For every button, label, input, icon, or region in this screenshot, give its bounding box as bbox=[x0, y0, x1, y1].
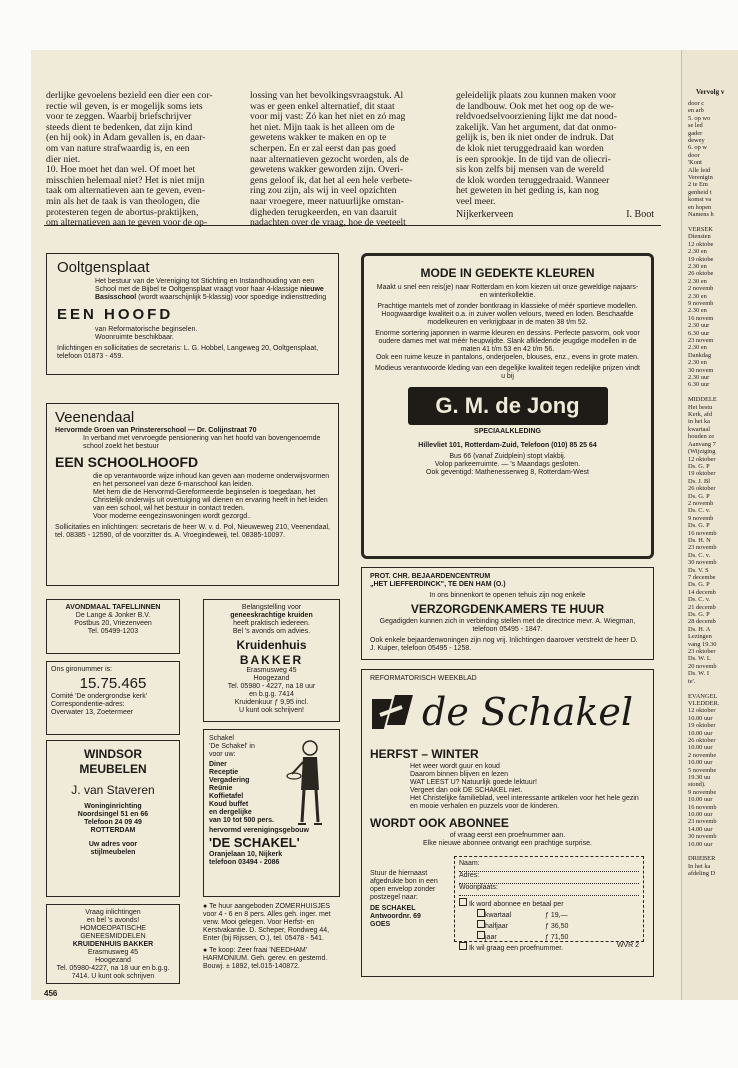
ad-tafellinnen bbox=[46, 599, 180, 654]
article-column-1 bbox=[46, 91, 242, 229]
ad-line: geneeskrachtige kruiden bbox=[230, 612, 313, 619]
ad-line: De Lange & Jonker B.V. bbox=[75, 612, 151, 619]
ad-line: Erasmusweg 45 bbox=[87, 949, 139, 956]
bleed-line: 30 novemb bbox=[688, 559, 717, 567]
ad-school: Hervormde Groen van Prinstererschool — Dr. Colijnstraat 70 bbox=[55, 427, 257, 434]
ad-title: VERZORGDENKAMERS TE HUUR bbox=[410, 602, 605, 616]
article-line: het geweten in het geding is, kan nog bbox=[456, 186, 599, 197]
bleed-line: 16 novemb bbox=[688, 529, 717, 537]
ad-line: Telefoon 24 09 49 bbox=[84, 819, 142, 826]
bleed-line: 2.30 en bbox=[688, 359, 707, 367]
checkbox[interactable] bbox=[459, 942, 467, 950]
ad-line: Erasmusweg 45 bbox=[246, 667, 297, 674]
coupon-form bbox=[454, 856, 644, 952]
article-line: gewetens wakker te maken en op te bbox=[250, 133, 387, 144]
bleed-line: 23 oktober bbox=[688, 648, 716, 656]
coupon-instructions bbox=[370, 870, 448, 929]
ad-sub: In verband met vervroegde pensionering van het hoofd van bovengenoemde school zoekt het bestuur bbox=[83, 435, 321, 450]
ad-line: WAT LEEST U? Natuurlijk goede lektuur! bbox=[410, 779, 537, 786]
ad-veenendaal bbox=[46, 403, 339, 586]
ad-line: Vergeet dan ook DE SCHAKEL niet. bbox=[410, 787, 523, 794]
bleed-line: Lezingen bbox=[688, 633, 712, 641]
article-author: I. Boot bbox=[626, 209, 654, 220]
bleed-line: DRIEBER bbox=[688, 855, 716, 863]
article-line: nadachten over de vraag, hoe de veeteelt bbox=[250, 218, 406, 229]
bleed-line: 10.00 uur bbox=[688, 744, 713, 752]
schakel-logo-text: de Schakel bbox=[422, 690, 634, 734]
option-label: kwartaal bbox=[485, 912, 512, 919]
article-line: was er geen enkel alternatief, dit staat bbox=[250, 101, 395, 112]
bleed-line: Dankdag bbox=[688, 351, 712, 359]
coupon-address: GOES bbox=[370, 921, 391, 928]
ad-name: BAKKER bbox=[239, 653, 304, 667]
article-column-3 bbox=[456, 91, 654, 208]
article-line: de klok worden teruggedraaid. Wanneer bbox=[456, 175, 610, 186]
bleed-line: Verenigin bbox=[688, 174, 713, 182]
article-line: steeds dient te bedenken, dat zijn kind bbox=[46, 122, 193, 133]
ad-line: heeft praktisch iedereen. bbox=[233, 620, 310, 627]
ad-heading: Veenendaal bbox=[55, 409, 135, 426]
ad-title: WINDSOR MEUBELEN bbox=[79, 747, 147, 776]
bleed-line: 26 oktober bbox=[688, 485, 716, 493]
bleed-line: 2.30 en bbox=[688, 262, 707, 270]
ad-paragraph: Enorme sortering japonnen in warme kleuren en dessins. Perfecte pasvorm, ook voor oudere dames met wat méér heupwijdte. Slank afkledende jeugdige modellen in de maten 41 t/m 53 en 42 t/m 56. bbox=[375, 330, 640, 353]
ad-item: Koffietafel bbox=[209, 793, 244, 800]
article-line: de klok niet teruggedraaid kan worden bbox=[456, 143, 604, 154]
bleed-line: 7 decembe bbox=[688, 574, 716, 581]
ad-line: Noordsingel 51 en 66 bbox=[77, 811, 149, 818]
article-line: sis kon zelfs bij mensen van de wereld bbox=[456, 165, 604, 176]
bleed-line bbox=[688, 219, 738, 226]
bleed-line: 12 oktober bbox=[688, 707, 716, 715]
article-line: (en hij ook) in Adam gevallen is, en daar- bbox=[46, 133, 206, 144]
bleed-line: 14 decemb bbox=[688, 588, 716, 596]
article-line: protesteren tegen de abortus-praktijken, bbox=[46, 207, 199, 218]
bleed-line: 12 oktober bbox=[688, 455, 716, 463]
ad-address: Hillevliet 101, Rotterdam-Zuid, Telefoon (010) 85 25 64 bbox=[418, 442, 597, 449]
ad-line: voor uw: bbox=[209, 751, 236, 758]
bleed-line: 6. op w bbox=[688, 144, 707, 152]
ad-heading: Ooltgensplaat bbox=[57, 259, 150, 276]
city-field[interactable]: Woonplaats: bbox=[459, 884, 639, 896]
bleed-line: Het bestu bbox=[688, 403, 713, 411]
bleed-line: 26 oktobe bbox=[688, 270, 714, 278]
bleed-line: 21 decemb bbox=[688, 603, 716, 611]
subscription-option bbox=[459, 931, 639, 942]
article-line: reldvoedselvoorziening lijkt me dat nood- bbox=[456, 112, 617, 123]
ad-item: Reünie bbox=[209, 785, 233, 792]
ad-line: hervormd verenigingsgebouw bbox=[209, 827, 309, 834]
bleed-line: dewey bbox=[688, 137, 705, 145]
bleed-line: 10.00 uur bbox=[688, 714, 713, 722]
bleed-line: Ds. W. I bbox=[688, 670, 709, 678]
bleed-line: 30 novem bbox=[688, 366, 714, 374]
classifieds bbox=[203, 903, 341, 971]
article-place: Nijkerkerveen bbox=[456, 209, 514, 220]
ad-name: 'DE SCHAKEL' bbox=[209, 835, 300, 850]
ad-org: PROT. CHR. BEJAARDENCENTRUM bbox=[370, 573, 491, 580]
bleed-line: 23 novem bbox=[688, 337, 714, 344]
ad-line: Comité 'De ondergrondse kerk' bbox=[51, 693, 148, 700]
bleed-line: 9 novemb bbox=[688, 514, 714, 522]
ad-line: Volop parkeerruimte. — 's Maandags gesloten. bbox=[434, 461, 581, 468]
bleed-line: afdeling D bbox=[688, 870, 716, 878]
bleed-line: Ds. J. Bl bbox=[688, 477, 711, 485]
bullet-icon: ● bbox=[203, 947, 208, 954]
adjacent-page-edge bbox=[681, 50, 738, 1000]
ad-mode-de-jong bbox=[361, 253, 654, 559]
coupon-text: Stuur de hiernaast afgedrukte bon in een open envelop zonder postzegel naar: bbox=[370, 870, 438, 901]
ad-line: Tel. 05980-4227, na 18 uur en b.g.g. 7414. U kunt ook schrijven bbox=[56, 965, 170, 980]
bleed-line: 'Kont bbox=[688, 159, 702, 167]
article-line: de landbouw. Ook met het oog op de we- bbox=[456, 101, 614, 112]
article-line: 10. Hoe moet het dan wel. Of moet het bbox=[46, 165, 196, 176]
ad-bejaardencentrum bbox=[361, 567, 654, 660]
ad-body bbox=[410, 763, 645, 811]
ad-paragraph: Ook enkele bejaardenwoningen zijn nog vrij. Inlichtingen daarover verstrekt de heer D. J. Kuiper, telefoon 05495 - 1258. bbox=[370, 637, 638, 652]
article-line: het niet. Mijn taak is het alleen om de bbox=[250, 122, 395, 133]
article-line: ring zou zijn, als wij in veel opzichten bbox=[250, 186, 397, 197]
ad-paragraph: Prachtige mantels met of zonder bontkraag in klassieke of méér sportieve modellen. Hoogwaardige kwaliteit o.a. in zuiver wollen velours, tweed en loden. Beschaafde modelkeuren en verkrijgbaar in de maten 38 t/m 52. bbox=[377, 303, 638, 326]
ad-name: Kruidenhuis bbox=[236, 638, 307, 652]
ad-line: telefoon 03494 - 2086 bbox=[209, 859, 280, 866]
bleed-line: 2 novembe bbox=[688, 751, 717, 759]
ad-line: Postbus 20, Vriezenveen bbox=[74, 620, 152, 627]
bleed-line: genheid t bbox=[688, 188, 712, 196]
bleed-line: Ds. G. P bbox=[688, 462, 710, 470]
bleed-line: 30 novemb bbox=[688, 833, 717, 841]
bleed-line: 9 novemb bbox=[688, 299, 714, 307]
ad-contact: Sollicitaties en inlichtingen: secretaris de heer W. v. d. Pol, Nieuweweg 210, Veenendaal, tel. 08385 - 12590, of de voorzitter ds. A. Vroegindeweij, tel. 08385-10097. bbox=[55, 524, 330, 539]
option-price: ƒ 36,50 bbox=[545, 923, 569, 930]
coupon-code: WVR 2 bbox=[616, 942, 639, 949]
ad-line: Bus 66 (vanaf Zuidplein) stopt vlakbij. bbox=[449, 453, 566, 460]
ad-kruidenhuis bbox=[203, 599, 340, 722]
bleed-line bbox=[688, 848, 738, 855]
ad-paragraph: Modieus verantwoorde kleding van een degelijke kwaliteit tegen redelijke prijzen vindt u bij bbox=[375, 365, 640, 380]
bleed-line: en arb bbox=[688, 107, 704, 115]
bleed-line: 19 oktober bbox=[688, 470, 716, 478]
article-line: voor te zeggen. Waarbij briefschrijver bbox=[46, 112, 192, 123]
ad-intro: Het bestuur van de Vereniging tot Stichting en Instandhouding van een School met de Bijbel te Ooltgensplaat vraagt voor haar 4-klassige nieuwe Basisschool (wordt waarschijnlijk 5-klassig) voor spoedige indiensttreding bbox=[95, 278, 327, 301]
article-line: scherpen. En er zal eerst dan pas goed bbox=[250, 143, 396, 154]
bleed-line: 2.30 en bbox=[688, 277, 707, 285]
subscription-options bbox=[459, 909, 639, 942]
ad-line: Overwater 13, Zoetermeer bbox=[51, 709, 134, 716]
ad-line: stijlmeubelen bbox=[90, 849, 136, 856]
bleed-line: 14.00 uur bbox=[688, 825, 713, 833]
bleed-line: door bbox=[688, 151, 700, 159]
bleed-line: 19.30 uu bbox=[688, 773, 711, 781]
bleed-line: Ds. C. v. bbox=[688, 551, 711, 559]
ad-line: Tel. 05980 - 4227, na 18 uur bbox=[227, 683, 316, 690]
ad-title: MODE IN GEDEKTE KLEUREN bbox=[420, 266, 595, 280]
bleed-line: Ds. H. N bbox=[688, 536, 711, 544]
bleed-line: komst va bbox=[688, 196, 712, 204]
article-line: voor mij vast: Zó kan het niet en zó mag bbox=[250, 112, 406, 123]
bleed-line: 12 oktobe bbox=[688, 240, 714, 248]
bleed-line: en hopen bbox=[688, 203, 712, 211]
bleed-line: Ds. G. P bbox=[688, 522, 710, 530]
bleed-line: 2 te Em bbox=[688, 181, 708, 189]
ad-name: J. van Staveren bbox=[71, 783, 155, 797]
ad-line: of vraag eerst een proefnummer aan. bbox=[449, 832, 566, 839]
ad-line: Woninginrichting bbox=[84, 803, 142, 810]
ad-line: Tel. 05499-1203 bbox=[87, 628, 139, 635]
ad-paragraph: Gegadigden kunnen zich in verbinding stellen met de directrice mevr. A. Wiegman, telefoon 05495 - 1847. bbox=[379, 618, 636, 633]
ad-line: Hoogezand bbox=[95, 957, 131, 964]
article-line: om alternatieven aan te geven voor de op- bbox=[46, 218, 208, 229]
bleed-line: Ds. C. v. bbox=[688, 507, 711, 515]
bleed-line: 26 oktober bbox=[688, 736, 716, 744]
bleed-line: houden ze bbox=[688, 433, 715, 441]
ad-position: EEN HOOFD bbox=[57, 306, 174, 323]
bleed-line: Aanvang 7 bbox=[688, 440, 716, 448]
option-label: halfjaar bbox=[485, 923, 508, 930]
subscription-option: Ik word abonnee en betaal per bbox=[459, 898, 639, 909]
ad-requirements: van Reformatorische beginselen. Woonruimte beschikbaar. bbox=[95, 326, 198, 341]
bleed-line: 19 oktober bbox=[688, 722, 716, 730]
ad-item: Receptie bbox=[209, 769, 239, 776]
ad-line: Daarom binnen blijven en lezen bbox=[410, 771, 509, 778]
coupon-address: Antwoordnr. 69 bbox=[370, 913, 421, 920]
article-line: zakelijk. Van het argument, dat dat onmo- bbox=[456, 122, 617, 133]
article-line: veel meer. bbox=[456, 196, 496, 207]
ad-contact: Inlichtingen en sollicitaties de secretaris: L. G. Hobbel, Langeweg 20, Ooltgensplaat, telefoon 01873 - 459. bbox=[57, 345, 319, 360]
bleed-line: 2.30 uur bbox=[688, 374, 710, 382]
bleed-line: in het ka bbox=[688, 418, 711, 426]
ad-line: Uw adres voor bbox=[88, 841, 138, 848]
bleed-line: Alle leid bbox=[688, 166, 711, 174]
article-line: dier niet. bbox=[46, 154, 81, 165]
bleed-line bbox=[688, 685, 738, 692]
ad-season: HERFST – WINTER bbox=[370, 747, 479, 761]
article-line: geleidelijk plaats zou kunnen maken voor bbox=[456, 91, 617, 101]
bleed-line: 2.30 en bbox=[688, 344, 707, 352]
bleed-line: te'. bbox=[688, 677, 696, 685]
bleed-line: 10.00 uur bbox=[688, 811, 713, 818]
subscription-option bbox=[459, 920, 639, 931]
ad-item: van 10 tot 500 pers. bbox=[209, 817, 274, 824]
bleed-line: 16 novemb bbox=[688, 803, 717, 811]
ad-label: Ons gironummer is: bbox=[51, 666, 113, 673]
bleed-line: gader bbox=[688, 129, 703, 137]
bleed-line: Ds. G. P bbox=[688, 492, 710, 500]
address-field[interactable]: Adres: bbox=[459, 872, 639, 884]
ad-title: AVONDMAAL TAFELLINNEN bbox=[65, 604, 161, 611]
ad-position: EEN SCHOOLHOOFD bbox=[55, 454, 199, 470]
ad-windsor bbox=[46, 740, 180, 897]
article-line: gelijk is, ben ik niet onder de indruk. Dat bbox=[456, 133, 614, 144]
ad-line: Schakel bbox=[209, 735, 234, 742]
bleed-line: MIDDELE bbox=[688, 396, 717, 404]
ad-line: Belangstelling voor bbox=[241, 604, 302, 611]
coupon-address: DE SCHAKEL bbox=[370, 905, 416, 912]
bleed-line: 10.00 uur bbox=[688, 759, 713, 767]
checkbox[interactable] bbox=[477, 909, 485, 917]
article-line: naar alternatieven gezocht worden, als de bbox=[250, 154, 409, 165]
bleed-line: (Wijziging bbox=[688, 448, 716, 456]
section-divider bbox=[44, 225, 661, 226]
bleed-line: 10.00 uur bbox=[688, 729, 713, 737]
giro-number: 15.75.465 bbox=[79, 675, 147, 692]
bleed-line: Kerk, afd bbox=[688, 411, 713, 419]
bleed-line: 5 novembe bbox=[688, 766, 717, 774]
ad-name: „HET LIEFFERDINCK", TE DEN HAM (O.) bbox=[370, 581, 506, 588]
bleed-line: 10.00 uur bbox=[688, 840, 713, 848]
bleed-line: 10.00 uur bbox=[688, 796, 713, 804]
bleed-line: 2 novemb bbox=[688, 285, 714, 293]
bleed-line: 19 oktobe bbox=[688, 255, 714, 263]
bleed-line: Ds. H. A bbox=[688, 625, 711, 633]
schakel-link-icon bbox=[372, 691, 416, 735]
ad-item: Diner bbox=[209, 761, 227, 768]
option-label: jaar bbox=[485, 934, 497, 941]
article-column-2 bbox=[250, 91, 446, 229]
ad-org: REFORMATORISCH WEEKBLAD bbox=[370, 675, 477, 682]
ad-body: die op verantwoorde wijze inhoud kan geven aan moderne onderwijsvormen en het personeel van deze 6-manschool kan leiden. Met hem die de Hervormd-Gereformeerde beginselen is toegedaan, het Christelijk onderwijs uit overtuiging wil dienen en ervaring heeft in het leiden van een school, wil het bestuur in contact treden. Voor moderne eengezinswoningen wordt gezorgd.. bbox=[93, 473, 330, 520]
article-line: gens geloof ik, dat het al een hele verbete- bbox=[250, 175, 413, 186]
bleed-line: stond). bbox=[688, 781, 706, 789]
bleed-line: Diensten bbox=[688, 233, 711, 241]
bleed-line: EVANGEL bbox=[688, 692, 718, 700]
bleed-title: Vervolg v bbox=[696, 88, 725, 96]
bullet-icon: ● bbox=[203, 903, 208, 910]
article-line: om van nature strafwaardig is, en een bbox=[46, 143, 190, 154]
bleed-column bbox=[688, 100, 738, 878]
trial-option: Ik wil graag een proefnummer. WVR 2 bbox=[459, 942, 639, 953]
bleed-line: 20 novemb bbox=[688, 662, 717, 670]
bleed-line: 16 novem bbox=[688, 314, 714, 322]
ad-line: Vraag inlichtingen bbox=[85, 909, 141, 916]
ad-schakel-abonnee bbox=[361, 669, 654, 977]
ad-line: Correspondentie-adres: bbox=[51, 701, 125, 708]
article-line: rectie wil geven, is er mogelijk soms iets bbox=[46, 101, 203, 112]
ad-line: en b.g.g. 7414 bbox=[249, 691, 294, 698]
bleed-line: 2.30 uur bbox=[688, 322, 710, 330]
ad-line: U kunt ook schrijven! bbox=[239, 707, 304, 714]
option-price: ƒ 19,— bbox=[545, 912, 568, 919]
ad-homoeopatische bbox=[46, 904, 180, 984]
ad-item: Vergadering bbox=[209, 777, 250, 784]
article-line: is een sprookje. In de tijd van de oliecri- bbox=[456, 154, 611, 165]
checkbox[interactable] bbox=[459, 898, 467, 906]
ad-schakel-gebouw bbox=[203, 729, 340, 897]
article-line: misschien helemaal niet? Het is niet mijn bbox=[46, 175, 205, 186]
ad-line: SPECIAALKLEDING bbox=[474, 428, 541, 435]
page-number: 456 bbox=[44, 989, 58, 998]
article-line: derlijke gevoelens bezield een dier een cor- bbox=[46, 91, 213, 101]
bleed-line: Ds. V. S bbox=[688, 566, 709, 574]
article-line: lossing van het bevolkingsvraagstuk. Al bbox=[250, 91, 404, 101]
ad-line: en bel 's avonds! bbox=[86, 917, 140, 924]
ad-item: en dergelijke bbox=[209, 809, 252, 816]
article-line: naar vroegere, meer natuurlijke omstan- bbox=[250, 196, 404, 207]
ad-line: Elke nieuwe abonnee ontvangt een prachtige surprise. bbox=[423, 840, 592, 847]
bleed-line: 2.30 en bbox=[688, 307, 707, 315]
article-line: min als het de taak is van theologen, die bbox=[46, 196, 200, 207]
ad-line: Ook geventigd: Mathenesserweg 8, Rotterdam-West bbox=[426, 469, 589, 476]
checkbox[interactable] bbox=[477, 920, 485, 928]
bleed-line: 23 novemb bbox=[688, 544, 717, 552]
bleed-line: 5. op wo bbox=[688, 114, 711, 122]
bleed-line: 6.30 uur bbox=[688, 329, 710, 337]
bleed-line: Ds. C. v. bbox=[688, 596, 711, 604]
ad-line: Bel 's avonds om advies. bbox=[232, 628, 311, 635]
ad-title: WORDT OOK ABONNEE bbox=[370, 816, 509, 830]
bleed-line: 2 novemb bbox=[688, 499, 714, 507]
bleed-line: Namens h bbox=[688, 211, 714, 219]
ad-paragraph: Maakt u snel een reis(je) naar Rotterdam en kom kiezen uit onze geweldige najaars- en winterkollektie. bbox=[376, 284, 639, 299]
ad-line: In ons binnenkort te openen tehuis zijn nog enkele bbox=[429, 592, 586, 599]
bleed-line bbox=[688, 389, 738, 396]
ad-name: KRUIDENHUIS BAKKER bbox=[72, 941, 154, 948]
bleed-line: vang 19.30 bbox=[688, 640, 717, 648]
ad-line: Kruidenkuur ƒ 9,95 incl. bbox=[234, 699, 309, 706]
ad-giro bbox=[46, 661, 180, 735]
ad-line: HOMOEOPATISCHE GENEESMIDDELEN bbox=[80, 925, 146, 940]
ad-line: Het weer wordt guur en koud bbox=[410, 763, 500, 770]
ad-paragraph: Ook een ruime keuze in pantalons, onderjoelen, blouses, enz., evens in grote maten. bbox=[375, 354, 640, 361]
ad-line: ROTTERDAM bbox=[90, 827, 136, 834]
ad-line: Oranjelaan 10, Nijkerk bbox=[209, 851, 283, 858]
ad-line: 'De Schakel' in bbox=[209, 743, 255, 750]
classified-ad: ● Te koop: Zeer fraai 'NEEDHAM' HARMONIUM. Geh. gerev. en gestemd. Bouwj. ± 1892, tel.015-140872. bbox=[203, 947, 328, 970]
bleed-line: 23 novemb bbox=[688, 818, 717, 826]
article-line: gewetens wakker geworden zijn. Overi- bbox=[250, 165, 404, 176]
bleed-line: 2.30 en bbox=[688, 248, 707, 256]
bleed-line: VLEDDER. bbox=[688, 699, 720, 707]
subscription-option bbox=[459, 909, 639, 920]
bleed-line: 2.30 en bbox=[688, 292, 707, 300]
bleed-line: Ds. G. P bbox=[688, 611, 710, 619]
ad-ooltgensplaat bbox=[46, 253, 339, 375]
bleed-line: Ds. W. L bbox=[688, 655, 711, 663]
ad-line: Hoogezand bbox=[253, 675, 290, 682]
bleed-line: 28 decemb bbox=[688, 618, 716, 626]
waiter-illustration bbox=[286, 738, 332, 830]
option-price: ƒ 71,50 bbox=[545, 934, 569, 941]
article-line: taak om alternatieven aan te geven, even- bbox=[46, 186, 206, 197]
coupon bbox=[370, 856, 645, 952]
bleed-line: 9 novembe bbox=[688, 788, 717, 796]
schakel-logo bbox=[370, 687, 645, 741]
article-line: digheden terugkeerden, en van daaruit bbox=[250, 207, 397, 218]
name-field[interactable]: Naam: bbox=[459, 860, 639, 872]
ad-line: Het Christelijke familieblad, veel interessante artikelen voor het hele gezin en mooie verhalen en puzzels voor de kinderen. bbox=[410, 795, 639, 810]
ad-item: Koud buffet bbox=[209, 801, 249, 808]
bleed-line: 6.30 uur bbox=[688, 381, 710, 389]
bleed-line: se led bbox=[688, 122, 703, 130]
bleed-line: Ds. G. P bbox=[688, 581, 710, 589]
brand-logo: G. M. de Jong bbox=[408, 387, 608, 425]
classified-ad: ● Te huur aangeboden ZOMERHUISJES voor 4 - 6 en 8 pers. Alles geh. inger. met verw. Mooi gelegen. Voor Herfst- en Kerstvakantie. D. Scheper, Rondweg 44, Enter (bij Rijssen, O.), tel. 05478 - 541. bbox=[203, 903, 331, 942]
bleed-line: VERSEK bbox=[688, 225, 713, 233]
article-signature bbox=[456, 210, 654, 221]
bleed-line: kwartaal bbox=[688, 425, 710, 433]
bleed-line: door c bbox=[688, 100, 705, 107]
bleed-line: In het ka bbox=[688, 862, 711, 870]
checkbox[interactable] bbox=[477, 931, 485, 939]
